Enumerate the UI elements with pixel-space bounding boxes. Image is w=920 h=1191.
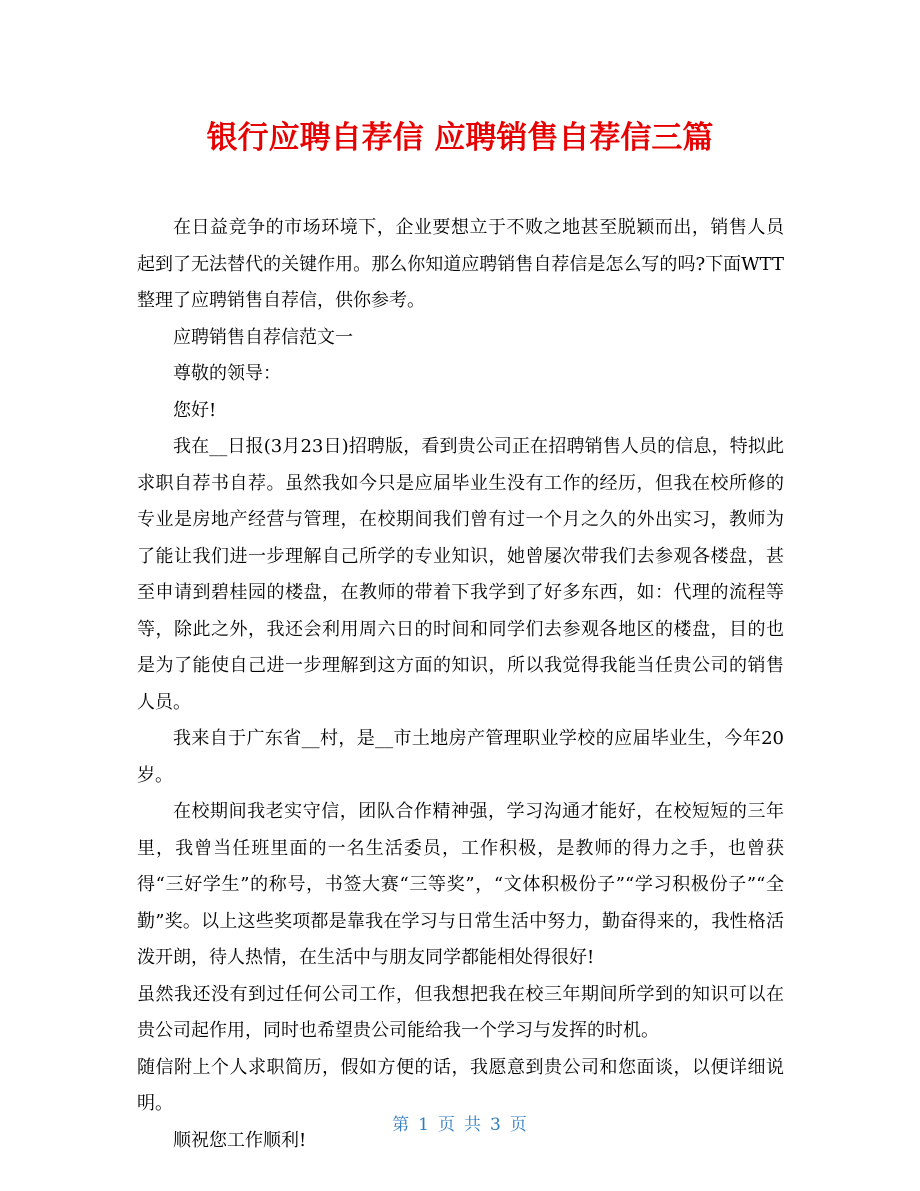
paragraph-greeting: 您好! (173, 399, 217, 421)
paragraph-closing: 顺祝您工作顺利! (173, 1129, 307, 1151)
footer-total-unit: 页 (509, 1115, 528, 1135)
footer-page-unit: 页 (438, 1115, 456, 1135)
paragraph-application: 我在__日报(3月23日)招聘版，看到贵公司正在招聘销售人员的信息，特拟此求职自荐书自荐。虽然我如今只是应届毕业生没有工作的经历，但我在校所修的专业是房地产经营与管理，在校期间我们曾有过一个月之久的外出实习，教师为了能让我们进一步理解自己所学的专业知识，她曾屡次带我们去参观各楼盘，甚至申请到碧桂园的楼盘，在教师的带着下我学到了好多东西，如：代理的流程等等，除此之外，我还会利用周六日的时间和同学们去参观各地区的楼盘，目的也是为了能使自己进一步理解到这方面的知识，所以我觉得我能当任贵公司的销售人员。 (137, 436, 784, 713)
footer-page-total: 3 (490, 1115, 502, 1135)
page-footer (0, 1113, 920, 1137)
paragraph-school-experience: 在校期间我老实守信，团队合作精神强，学习沟通才能好，在校短短的三年里，我曾当任班里面的一名生活委员，工作积极，是教师的得力之手，也曾获得“三好学生”的称号，书签大赛“三等奖”，“文体积极份子”“学习积极份子”“全勤”奖。以上这些奖项都是靠我在学习与日常生活中努力，勤奋得来的，我性格活泼开朗，待人热情，在生活中与朋友同学都能相处得很好! (137, 801, 784, 968)
footer-total-label: 共 (464, 1115, 482, 1135)
paragraph-background: 我来自于广东省__村，是__市土地房产管理职业学校的应届毕业生，今年20岁。 (137, 728, 784, 786)
document-body (137, 210, 784, 1159)
paragraph-hope: 虽然我还没有到过任何公司工作，但我想把我在校三年期间所学到的知识可以在贵公司起作用，同时也希望贵公司能给我一个学习与发挥的时机。 (137, 983, 784, 1041)
footer-page-current: 1 (418, 1115, 430, 1135)
paragraph-sample-heading: 应聘销售自荐信范文一 (173, 326, 353, 348)
document-title: 银行应聘自荐信 应聘销售自荐信三篇 (206, 120, 714, 156)
paragraph-resume: 随信附上个人求职简历，假如方便的话，我愿意到贵公司和您面谈，以便详细说明。 (137, 1056, 784, 1114)
paragraph-intro: 在日益竞争的市场环境下，企业要想立于不败之地甚至脱颖而出，销售人员起到了无法替代的关键作用。那么你知道应聘销售自荐信是怎么写的吗?下面WTT整理了应聘销售自荐信，供你参考。 (137, 217, 784, 311)
footer-page-label: 第 (392, 1115, 411, 1135)
paragraph-salutation: 尊敬的领导： (173, 363, 281, 384)
